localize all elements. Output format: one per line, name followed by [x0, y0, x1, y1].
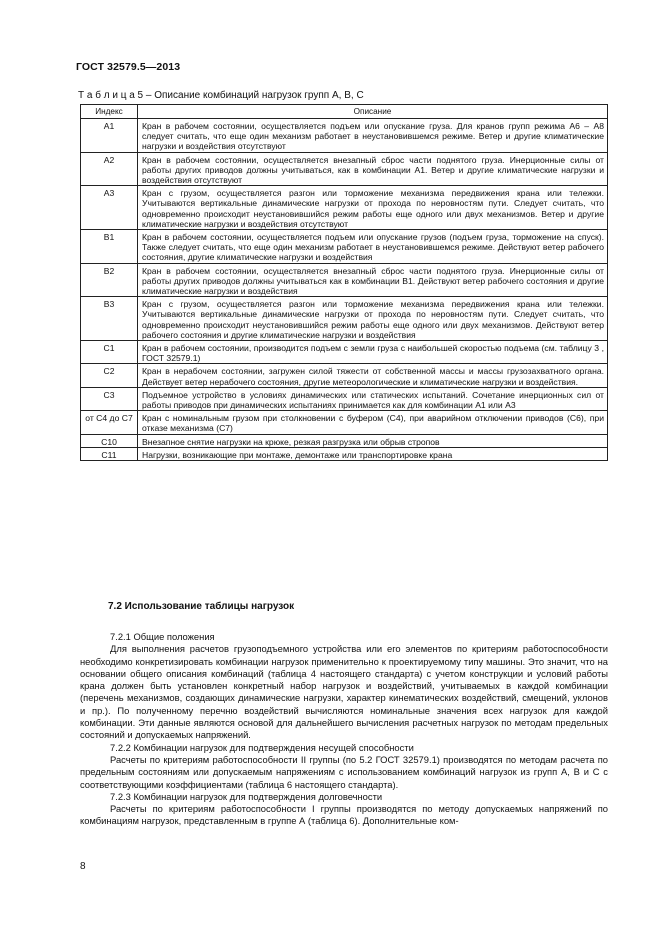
row-description: Нагрузки, возникающие при монтаже, демонтаже или транспортировке крана [138, 447, 608, 460]
row-description: Кран в рабочем состоянии, осуществляется подъем или опускание грузов (подъем груза, торможение на спуск). Также следует считать, что еще один механизм работает в неустановившемся режиме. Действуют ветер рабочего состояния, другие климатические нагрузки и воздействия [138, 230, 608, 264]
row-description: Кран в нерабочем состоянии, загружен силой тяжести от собственной массы и массы грузозахватного органа. Действует ветер нерабочего состояния, другие метеорологические и климатические нагрузки и воздействия. [138, 364, 608, 387]
row-description: Кран в рабочем состоянии, осуществляется внезапный сброс части поднятого груза. Инерционные силы от работы других приводов должны учитываться, как в комбинации А1. Ветер и другие климатические нагрузки и воздействия отсутствуют [138, 152, 608, 186]
body-text [80, 631, 608, 828]
document-id: ГОСТ 32579.5—2013 [76, 61, 181, 73]
table-row [81, 447, 608, 460]
row-index: А3 [81, 186, 138, 230]
table-row [81, 263, 608, 297]
subsection-heading: 7.2.2 Комбинации нагрузок для подтверждения несущей способности [110, 741, 414, 753]
row-index: от С4 до С7 [81, 411, 138, 434]
row-description: Кран в рабочем состоянии, осуществляется подъем или опускание груза. Для кранов групп режима А6 – А8 следует считать, что еще один механизм работает в неустановившемся режиме. Ветер и другие климатические нагрузки и воздействия отсутствуют [138, 119, 608, 153]
table-row [81, 434, 608, 447]
subsection-heading: 7.2.1 Общие положения [110, 631, 215, 642]
table-header-row [81, 105, 608, 119]
row-index: С10 [81, 434, 138, 447]
column-header-index: Индекс [81, 105, 138, 119]
table-row [81, 411, 608, 434]
table-row [81, 387, 608, 410]
row-description: Кран с номинальным грузом при столкновении с буфером (С4), при аварийном отключении приводов (С6), при отказе механизма (С7) [138, 411, 608, 434]
row-index: А2 [81, 152, 138, 186]
table-row [81, 119, 608, 153]
table-row [81, 341, 608, 364]
table-row [81, 297, 608, 341]
row-description: Подъемное устройство в условиях динамических или статических испытаний. Сочетание инерционных сил от работы приводов при динамических испытаниях принимается как для комбинации А1 или А3 [138, 387, 608, 410]
row-description: Внезапное снятие нагрузки на крюке, резкая разгрузка или обрыв стропов [138, 434, 608, 447]
column-header-description: Описание [138, 105, 608, 119]
row-index: В1 [81, 230, 138, 264]
table-row [81, 230, 608, 264]
paragraph: Расчеты по критериям работоспособности I группы производятся по методу допускаемых напряжений по комбинациям нагрузок, представленным в группе А (таблица 6). Дополнительные ком- [80, 803, 608, 827]
load-combinations-table [80, 104, 608, 461]
row-index: С1 [81, 341, 138, 364]
row-description: Кран с грузом, осуществляется разгон или торможение механизма передвижения крана или тележки. Учитываются вертикальные динамические нагрузки от прохода по неровностям пути. Следует считать, что одновременно происходит неустановившийся режим работы еще одного или двух механизмов. Действуют ветер рабочего состояния и другие климатические нагрузки и воздействия [138, 297, 608, 341]
subsection-heading: 7.2.3 Комбинации нагрузок для подтверждения долговечности [110, 790, 383, 802]
row-index: В3 [81, 297, 138, 341]
page-number: 8 [80, 861, 86, 872]
row-index: А1 [81, 119, 138, 153]
table-caption: Т а б л и ц а 5 – Описание комбинаций нагрузок групп А, В, С [78, 90, 364, 101]
row-index: С11 [81, 447, 138, 460]
table-row [81, 364, 608, 387]
row-description: Кран в рабочем состоянии, производится подъем с земли груза с наибольшей скоростью подъема (см. таблицу 3 , ГОСТ 32579.1) [138, 341, 608, 364]
row-description: Кран в рабочем состоянии, осуществляется внезапный сброс части поднятого груза. Инерционные силы от работы других приводов должны учитываться как в комбинации В1. Действуют ветер рабочего состояния и другие климатические нагрузки и воздействия [138, 263, 608, 297]
row-index: С3 [81, 387, 138, 410]
row-description: Кран с грузом, осуществляется разгон или торможение механизма передвижения крана или тележки. Учитываются вертикальные динамические нагрузки от прохода по неровностям пути. Следует считать, что одновременно происходит неустановившийся режим работы еще одного или двух механизмов. Ветер и другие климатические нагрузки и воздействия отсутствуют [138, 186, 608, 230]
row-index: С2 [81, 364, 138, 387]
paragraph: Для выполнения расчетов грузоподъемного устройства или его элементов по критериям работоспособности необходимо конкретизировать комбинации нагрузок применительно к проектируемому типу машины. Это значит, что на основании общего описания комбинаций (таблица 4 настоящего стандарта) с учетом конструкции и условий работы крана должен быть установлен конкретный набор нагрузок и воздействий, учитываемых в каждой комбинации (перечень механизмов, создающих динамические нагрузки, характер кинематических воздействий, смещений, уклонов и пр.). По полученному перечню воздействий вычисляются номинальные значения всех нагрузок для каждой комбинации. Эти данные являются основой для дальнейшего вычисления расчетных нагрузок по методам предельных состояний и допускаемых напряжений. [80, 643, 608, 741]
row-index: В2 [81, 263, 138, 297]
paragraph: Расчеты по критериям работоспособности II группы (по 5.2 ГОСТ 32579.1) производятся по методам расчета по предельным состояниям или допускаемым напряжениям с использованием комбинаций нагрузок из групп А, В и С с соответствующими коэффициентами (таблица 6 настоящего стандарта). [80, 753, 608, 790]
table-row [81, 186, 608, 230]
table-row [81, 152, 608, 186]
section-title: 7.2 Использование таблицы нагрузок [108, 601, 295, 612]
